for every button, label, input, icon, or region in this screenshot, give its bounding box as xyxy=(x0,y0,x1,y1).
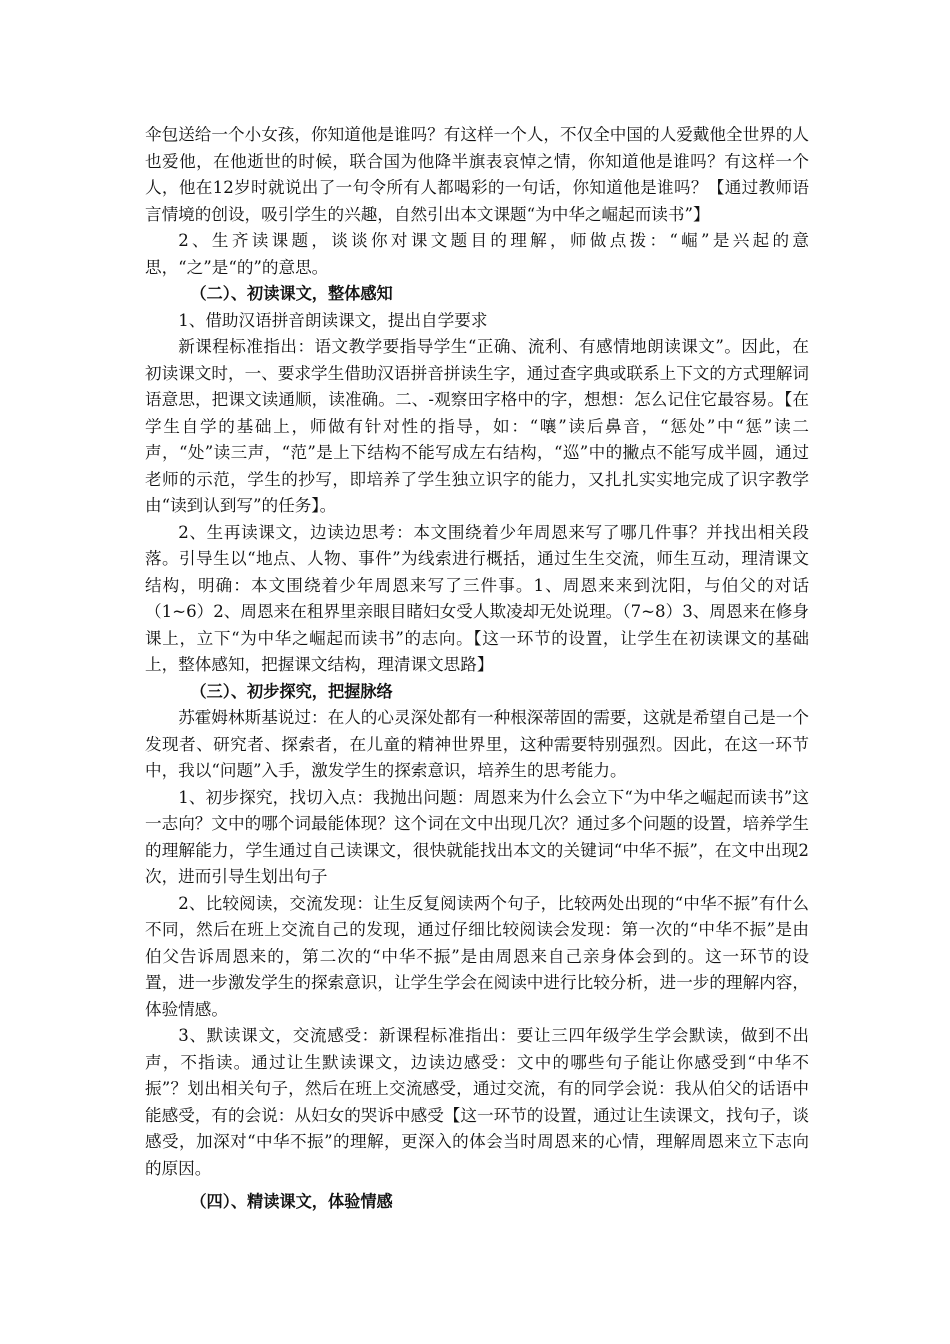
section-heading-3: （三）、初步探究，把握脉络 xyxy=(190,681,393,701)
section-heading-4: （四）、精读课文，体验情感 xyxy=(190,1192,393,1211)
paragraph-initial-exploration: 1、初步探究，找切入点：我抛出问题：周恩来为什么会立下“为中华之崛起而读书”这一志向？文中的哪个词最能体现？这个词在文中出现几次？通过多个问题的设置，培养学生的理解能力，学生通过自己读课文，很快就能找出本文的关键词“中华不振”，在文中出现2次，进而引导生划出句子 xyxy=(145,787,809,886)
document-body xyxy=(145,122,809,1216)
paragraph-pinyin-reading: 1、借助汉语拼音朗读课文，提出自学要求 xyxy=(178,310,488,330)
paragraph-silent-reading: 3、默读课文，交流感受：新课程标准指出：要让三四年级学生学会默读，做到不出声，不指读。通过让生默读课文，边读边感受：文中的哪些句子能让你感受到“中华不振”？划出相关句子，然后在班上交流感受，通过交流，有的同学会说：我从伯父的话语中能感受，有的会说：从妇女的哭诉中感受【这一环节的设置，通过让生读课文，找句子，谈感受，加深对“中华不振”的理解，更深入的体会当时周恩来的心情，理解周恩来立下志向的原因。 xyxy=(145,1026,809,1178)
paragraph-read-title: 2、生齐读课题，谈谈你对课文题目的理解，师做点拨：“崛”是兴起的意思，“之”是“的”的意思。 xyxy=(145,231,809,277)
paragraph-suhomlinsky-quote: 苏霍姆林斯基说过：在人的心灵深处都有一种根深蒂固的需要，这就是希望自己是一个发现者、研究者、探索者，在儿童的精神世界里，这种需要特别强烈。因此，在这一环节中，我以“问题”入手，激发学生的探索意识，培养生的思考能力。 xyxy=(145,708,809,780)
paragraph-comparative-reading: 2、比较阅读，交流发现：让生反复阅读两个句子，比较两处出现的“中华不振”有什么不同，然后在班上交流自己的发现，通过仔细比较阅读会发现：第一次的“中华不振”是由伯父告诉周恩来的，第二次的“中华不振”是由周恩来自己亲身体会到的。这一环节的设置，进一步激发学生的探索意识，让学生学会在阅读中进行比较分析，进一步的理解内容，体验情感。 xyxy=(145,893,809,1019)
paragraph-curriculum-standard: 新课程标准指出：语文教学要指导学生“正确、流利、有感情地朗读课文”。因此，在初读课文时，一、要求学生借助汉语拼音拼读生字，通过查字典或联系上下文的方式理解词语意思，把课文读通顺，读准确。二、-观察田字格中的字，想想：怎么记住它最容易。【在学生自学的基础上，师做有针对性的指导，如：“嚷”读后鼻音，“惩处”中“惩”读二声，“处”读三声，“范”是上下结构不能写成左右结构，“巡”中的撇点不能写成半圆，通过老师的示范，学生的抄写，即培养了学生独立识字的能力，又扎扎实实地完成了识字教学由“读到认到写”的任务】。 xyxy=(145,337,809,515)
section-heading-2: （二）、初读课文，整体感知 xyxy=(190,284,393,303)
paragraph-reread-text: 2、生再读课文，边读边思考：本文围绕着少年周恩来写了哪几件事？并找出相关段落。引导生以“地点、人物、事件”为线索进行概括，通过生生交流，师生互动，理清课文结构，明确：本文围绕着少年周恩来写了三件事。1、周恩来来到沈阳，与伯父的对话（1~6）2、周恩来在租界里亲眼目睹妇女受人欺凌却无处说理。（7~8）3、周恩来在修身课上，立下“为中华之崛起而读书”的志向。【这一环节的设置，让学生在初读课文的基础上，整体感知，把握课文结构，理清课文思路】 xyxy=(145,522,809,674)
paragraph-intro-questions: 伞包送给一个小女孩，你知道他是谁吗？有这样一个人，不仅全中国的人爱戴他全世界的人也爱他，在他逝世的时候，联合国为他降半旗表哀悼之情，你知道他是谁吗？有这样一个人，他在12岁时就说出了一句令所有人都喝彩的一句话，你知道他是谁吗？【通过教师语言情境的创设，吸引学生的兴趣，自然引出本文课题“为中华之崛起而读书”】 xyxy=(145,125,809,224)
